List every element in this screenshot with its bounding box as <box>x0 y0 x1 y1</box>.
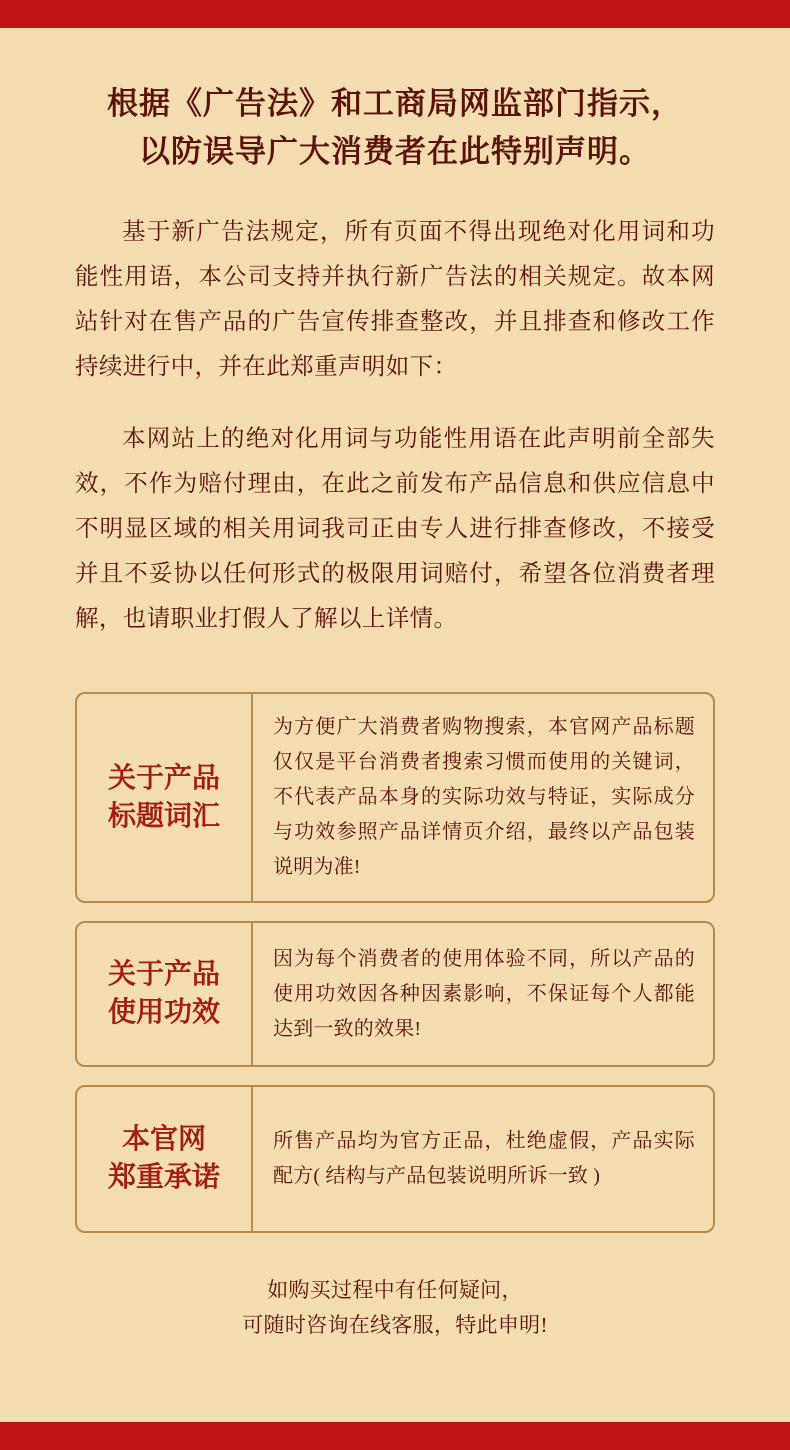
statement-card-label-line-1: 本官网 <box>121 1124 206 1156</box>
page-title-line-1: 根据《广告法》和工商局网监部门指示， <box>107 86 683 121</box>
page-title-line-2: 以防误导广大消费者在此特别声明。 <box>139 134 651 170</box>
footer-note-line-1: 如购买过程中有任何疑问， <box>267 1278 523 1303</box>
footer-note-line-2: 可随时咨询在线客服，特此申明! <box>242 1312 548 1337</box>
statement-card-label <box>77 1087 253 1231</box>
page-title <box>0 28 790 176</box>
footer-note <box>75 1251 715 1342</box>
statement-card-list <box>75 642 715 1233</box>
statement-card-body: 因为每个消费者的使用体验不同，所以产品的使用功效因各种因素影响，不保证每个人都能达到一致的效果! <box>273 947 695 1040</box>
disclaimer-body <box>75 176 715 642</box>
disclaimer-paragraph-2: 本网站上的绝对化用词与功能性用语在此声明前全部失效，不作为赔付理由，在此之前发布产品信息和供应信息中不明显区域的相关用词我司正由专人进行排查修改，不接受并且不妥协以任何形式的极限用词赔付，希望各位消费者理解，也请职业打假人了解以上详情。 <box>75 425 715 632</box>
statement-card-label-line-2: 标题词汇 <box>107 800 220 832</box>
disclaimer-paragraph-1: 基于新广告法规定，所有页面不得出现绝对化用词和功能性用语，本公司支持并执行新广告法的相关规定。故本网站针对在售产品的广告宣传排查整改，并且排查和修改工作持续进行中，并在此郑重声明如下： <box>75 219 715 381</box>
statement-card-product-title <box>75 692 715 903</box>
disclaimer-panel <box>0 28 790 1422</box>
statement-card-label-line-2: 使用功效 <box>107 997 220 1029</box>
statement-card-label-line-1: 关于产品 <box>107 959 220 991</box>
statement-card-label-line-1: 关于产品 <box>107 762 220 794</box>
statement-card-product-effect <box>75 921 715 1067</box>
statement-card-body: 所售产品均为官方正品，杜绝虚假，产品实际配方( 结构与产品包装说明所诉一致 ) <box>273 1130 695 1188</box>
statement-card-label <box>77 923 253 1065</box>
statement-card-label <box>77 694 253 901</box>
statement-card-official-promise <box>75 1085 715 1233</box>
statement-card-label-line-2: 郑重承诺 <box>107 1162 220 1194</box>
statement-card-body: 为方便广大消费者购物搜索，本官网产品标题仅仅是平台消费者搜索习惯而使用的关键词，不代表产品本身的实际功效与特证，实际成分与功效参照产品详情页介绍，最终以产品包装说明为准! <box>273 716 695 879</box>
